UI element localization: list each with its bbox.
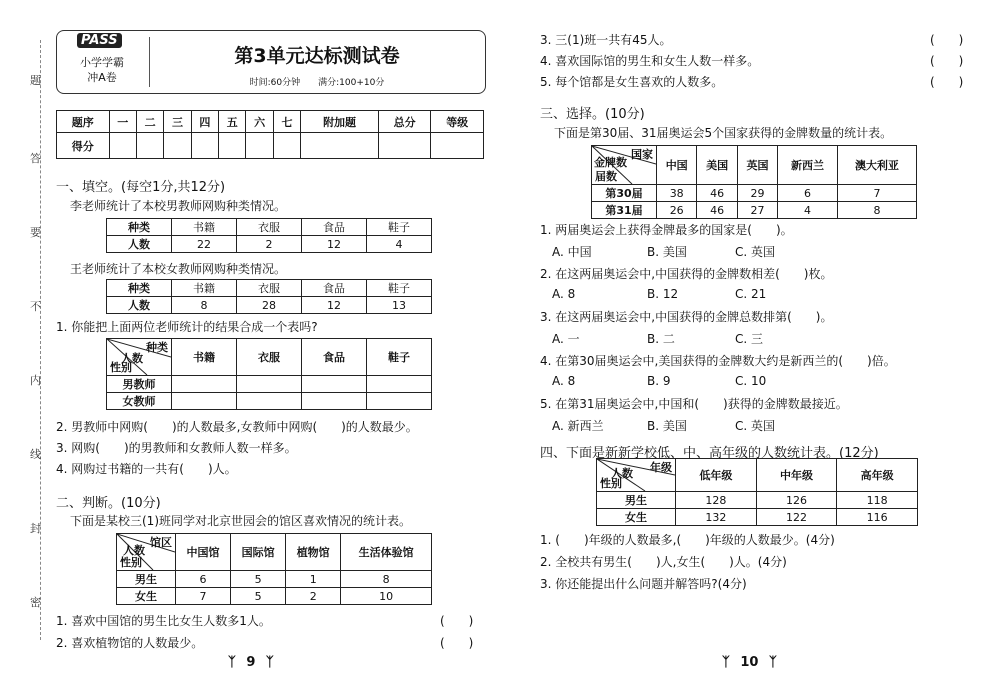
answer-paren[interactable]: ( ) [440, 636, 474, 650]
column-header: 衣服 [237, 339, 302, 376]
exam-header [56, 30, 486, 94]
score-header-cell: 一 [109, 111, 136, 133]
choice-b[interactable]: B. 美国 [647, 419, 687, 433]
column-header: 中国馆 [176, 534, 231, 571]
page-title: 第3单元达标测试卷 [234, 45, 400, 67]
question-3: 3. 网购( )的男教师和女教师人数一样多。 [56, 441, 297, 455]
table-cell: 8 [172, 297, 237, 314]
score-cell[interactable] [109, 133, 136, 159]
binding-char: 内 [30, 374, 41, 387]
score-header-cell: 等级 [431, 111, 484, 133]
table-header-cell: 食品 [302, 280, 367, 297]
binding-char: 封 [30, 522, 41, 535]
table-cell: 6 [778, 185, 838, 202]
section-title: 四、下面是新新学校低、中、高年级的人数统计表。(12分) [540, 446, 879, 461]
score-header-cell: 七 [273, 111, 300, 133]
score-cell[interactable] [164, 133, 191, 159]
column-header: 新西兰 [778, 146, 838, 185]
table-cell: 2 [237, 236, 302, 253]
answer-cell[interactable] [302, 376, 367, 393]
row-label: 女教师 [107, 393, 172, 410]
table-cell: 132 [676, 509, 757, 526]
answer-cell[interactable] [302, 393, 367, 410]
exam-meta: 时间:60分钟 满分:100+10分 [249, 78, 385, 88]
row-label: 第31届 [592, 202, 657, 219]
choice-a[interactable]: A. 一 [552, 332, 580, 346]
answer-paren[interactable]: ( ) [930, 54, 964, 68]
section-title: 二、判断。(10分) [56, 496, 161, 511]
row-label: 男生 [117, 571, 176, 588]
judge-2: 2. 喜欢植物馆的人数最少。 [56, 636, 204, 650]
series-line: 冲A卷 [87, 71, 117, 84]
answer-paren[interactable]: ( ) [930, 33, 964, 47]
table-cell: 6 [176, 571, 231, 588]
column-header: 英国 [737, 146, 777, 185]
question-1: 1. 你能把上面两位老师统计的结果合成一个表吗? [56, 320, 318, 334]
expo-table [116, 533, 432, 605]
answer-cell[interactable] [367, 376, 432, 393]
table-cell: 12 [302, 236, 367, 253]
intro-text: 王老师统计了本校女教师网购种类情况。 [70, 262, 287, 276]
page-number: 9 [246, 655, 256, 670]
answer-cell[interactable] [237, 393, 302, 410]
table-cell: 46 [697, 185, 737, 202]
judge-1: 1. 喜欢中国馆的男生比女生人数多1人。 [56, 614, 271, 628]
column-header: 低年级 [676, 459, 757, 492]
table-cell: 118 [837, 492, 918, 509]
score-header-cell: 题序 [57, 111, 110, 133]
diag-mid-label: 人数 [123, 544, 145, 557]
table-header-cell: 衣服 [237, 280, 302, 297]
table-cell: 7 [176, 588, 231, 605]
choice-c[interactable]: C. 10 [735, 374, 767, 388]
diag-top-label: 种类 [146, 341, 168, 354]
choice-question: 3. 在这两届奥运会中,中国获得的金牌总数排第( )。 [540, 310, 833, 324]
table-cell: 126 [756, 492, 837, 509]
score-header-cell: 二 [136, 111, 163, 133]
table-header-cell: 种类 [107, 219, 172, 236]
diag-mid-label: 金牌数 [594, 156, 627, 169]
score-cell[interactable] [191, 133, 218, 159]
score-table [56, 110, 484, 159]
table-cell: 122 [756, 509, 837, 526]
tree-icon: ᛉ [722, 655, 730, 670]
score-cell[interactable] [378, 133, 431, 159]
diagonal-header [107, 339, 172, 376]
question-4: 4. 网购过书籍的一共有( )人。 [56, 462, 237, 476]
binding-char: 线 [30, 448, 41, 461]
olympic-table [591, 145, 917, 219]
binding-char: 要 [30, 226, 41, 239]
table-cell: 13 [367, 297, 432, 314]
table-row-label: 人数 [107, 236, 172, 253]
column-header: 植物馆 [286, 534, 341, 571]
score-cell[interactable] [136, 133, 163, 159]
diagonal-header [592, 146, 657, 185]
answer-cell[interactable] [237, 376, 302, 393]
table-cell: 8 [837, 202, 916, 219]
choice-b[interactable]: B. 美国 [647, 245, 687, 259]
diag-bottom-label: 性别 [600, 477, 622, 490]
choice-b[interactable]: B. 二 [647, 332, 675, 346]
binding-line [26, 40, 41, 640]
binding-char: 不 [30, 300, 41, 313]
row-label: 女生 [597, 509, 676, 526]
grade-question-3: 3. 你还能提出什么问题并解答吗?(4分) [540, 577, 747, 591]
choice-question: 5. 在第31届奥运会中,中国和( )获得的金牌数最接近。 [540, 397, 848, 411]
answer-cell[interactable] [172, 376, 237, 393]
column-header: 澳大利亚 [837, 146, 916, 185]
score-cell[interactable] [246, 133, 273, 159]
answer-cell[interactable] [172, 393, 237, 410]
column-header: 鞋子 [367, 339, 432, 376]
combined-blank-table [106, 338, 432, 410]
row-label: 男教师 [107, 376, 172, 393]
choice-question: 4. 在第30届奥运会中,美国获得的金牌数大约是新西兰的( )倍。 [540, 354, 896, 368]
grade-question-1: 1. ( )年级的人数最多,( )年级的人数最少。(4分) [540, 533, 835, 547]
score-header-cell: 六 [246, 111, 273, 133]
choice-a[interactable]: A. 8 [552, 287, 576, 301]
choice-c[interactable]: C. 英国 [735, 245, 776, 259]
female-teacher-table [106, 279, 432, 314]
row-label: 男生 [597, 492, 676, 509]
diag-bottom-label: 性别 [110, 361, 132, 374]
column-header: 国际馆 [231, 534, 286, 571]
choice-c[interactable]: C. 三 [735, 332, 764, 346]
table-cell: 28 [237, 297, 302, 314]
choice-a[interactable]: A. 中国 [552, 245, 592, 259]
choice-b[interactable]: B. 12 [647, 287, 679, 301]
table-cell: 2 [286, 588, 341, 605]
tree-icon: ᛉ [265, 655, 274, 670]
row-label: 第30届 [592, 185, 657, 202]
table-cell: 10 [341, 588, 432, 605]
score-header-cell: 附加题 [301, 111, 379, 133]
diag-mid-label: 人数 [611, 467, 633, 480]
choice-a[interactable]: A. 新西兰 [552, 419, 604, 433]
table-header-cell: 鞋子 [367, 280, 432, 297]
table-cell: 38 [657, 185, 697, 202]
column-header: 生活体验馆 [341, 534, 432, 571]
table-cell: 12 [302, 297, 367, 314]
score-header-cell: 三 [164, 111, 191, 133]
section-title: 一、填空。(每空1分,共12分) [56, 180, 226, 195]
series-name [67, 55, 137, 85]
score-cell[interactable] [431, 133, 484, 159]
choice-b[interactable]: B. 9 [647, 374, 671, 388]
grade-table [596, 458, 918, 526]
table-row-label: 人数 [107, 297, 172, 314]
score-cell[interactable] [219, 133, 246, 159]
judge-5: 5. 每个馆都是女生喜欢的人数多。 [540, 75, 724, 89]
table-cell: 4 [367, 236, 432, 253]
answer-cell[interactable] [367, 393, 432, 410]
column-header: 中年级 [756, 459, 837, 492]
tree-icon: ᛉ [768, 655, 777, 670]
answer-paren[interactable]: ( ) [930, 75, 964, 89]
binding-char: 答 [30, 152, 41, 165]
table-cell: 4 [778, 202, 838, 219]
choice-question: 1. 两届奥运会上获得金牌最多的国家是( )。 [540, 223, 793, 237]
score-cell[interactable] [301, 133, 379, 159]
question-2: 2. 男教师中网购( )的人数最多,女教师中网购( )的人数最少。 [56, 420, 418, 434]
diag-top-label: 年级 [650, 461, 672, 474]
table-cell: 7 [837, 185, 916, 202]
page-number: 10 [740, 655, 759, 670]
table-header-cell: 种类 [107, 280, 172, 297]
score-header-cell: 四 [191, 111, 218, 133]
table-cell: 8 [341, 571, 432, 588]
page-number-left [228, 655, 274, 670]
table-cell: 22 [172, 236, 237, 253]
judge-4: 4. 喜欢国际馆的男生和女生人数一样多。 [540, 54, 760, 68]
table-cell: 128 [676, 492, 757, 509]
table-cell: 116 [837, 509, 918, 526]
judge-3: 3. 三(1)班一共有45人。 [540, 33, 672, 47]
score-header-cell: 五 [219, 111, 246, 133]
table-header-cell: 食品 [302, 219, 367, 236]
column-header: 书籍 [172, 339, 237, 376]
diag-bottom-label: 性别 [120, 556, 142, 569]
table-header-cell: 书籍 [172, 219, 237, 236]
section-title: 三、选择。(10分) [540, 107, 645, 122]
column-header: 美国 [697, 146, 737, 185]
row-label: 女生 [117, 588, 176, 605]
divider [149, 37, 150, 87]
pass-logo: PASS [77, 33, 122, 48]
male-teacher-table [106, 218, 432, 253]
score-label: 得分 [57, 133, 110, 159]
diagonal-header [117, 534, 176, 571]
binding-char: 密 [30, 596, 41, 609]
diagonal-header [597, 459, 676, 492]
table-cell: 26 [657, 202, 697, 219]
table-cell: 5 [231, 571, 286, 588]
tree-icon: ᛉ [228, 655, 236, 670]
table-cell: 5 [231, 588, 286, 605]
score-cell[interactable] [273, 133, 300, 159]
score-header-cell: 总分 [378, 111, 431, 133]
table-header-cell: 衣服 [237, 219, 302, 236]
diag-mid-label: 人数 [121, 352, 143, 365]
grade-question-2: 2. 全校共有男生( )人,女生( )人。(4分) [540, 555, 787, 569]
column-header: 高年级 [837, 459, 918, 492]
series-line: 小学学霸 [80, 56, 124, 69]
answer-paren[interactable]: ( ) [440, 614, 474, 628]
table-header-cell: 书籍 [172, 280, 237, 297]
choice-question: 2. 在这两届奥运会中,中国获得的金牌数相差( )枚。 [540, 267, 833, 281]
column-header: 中国 [657, 146, 697, 185]
page-number-right [722, 655, 777, 670]
diag-top-label: 馆区 [150, 536, 172, 549]
intro-text: 下面是第30届、31届奥运会5个国家获得的金牌数量的统计表。 [554, 126, 893, 140]
choice-c[interactable]: C. 英国 [735, 419, 776, 433]
table-cell: 1 [286, 571, 341, 588]
column-header: 食品 [302, 339, 367, 376]
table-cell: 27 [737, 202, 777, 219]
diag-bottom-label: 届数 [595, 170, 617, 183]
table-cell: 46 [697, 202, 737, 219]
choice-c[interactable]: C. 21 [735, 287, 767, 301]
table-header-cell: 鞋子 [367, 219, 432, 236]
intro-text: 李老师统计了本校男教师网购种类情况。 [70, 199, 287, 213]
binding-char: 题 [30, 74, 41, 87]
choice-a[interactable]: A. 8 [552, 374, 576, 388]
table-cell: 29 [737, 185, 777, 202]
intro-text: 下面是某校三(1)班同学对北京世园会的馆区喜欢情况的统计表。 [70, 514, 412, 528]
diag-top-label: 国家 [631, 148, 653, 161]
